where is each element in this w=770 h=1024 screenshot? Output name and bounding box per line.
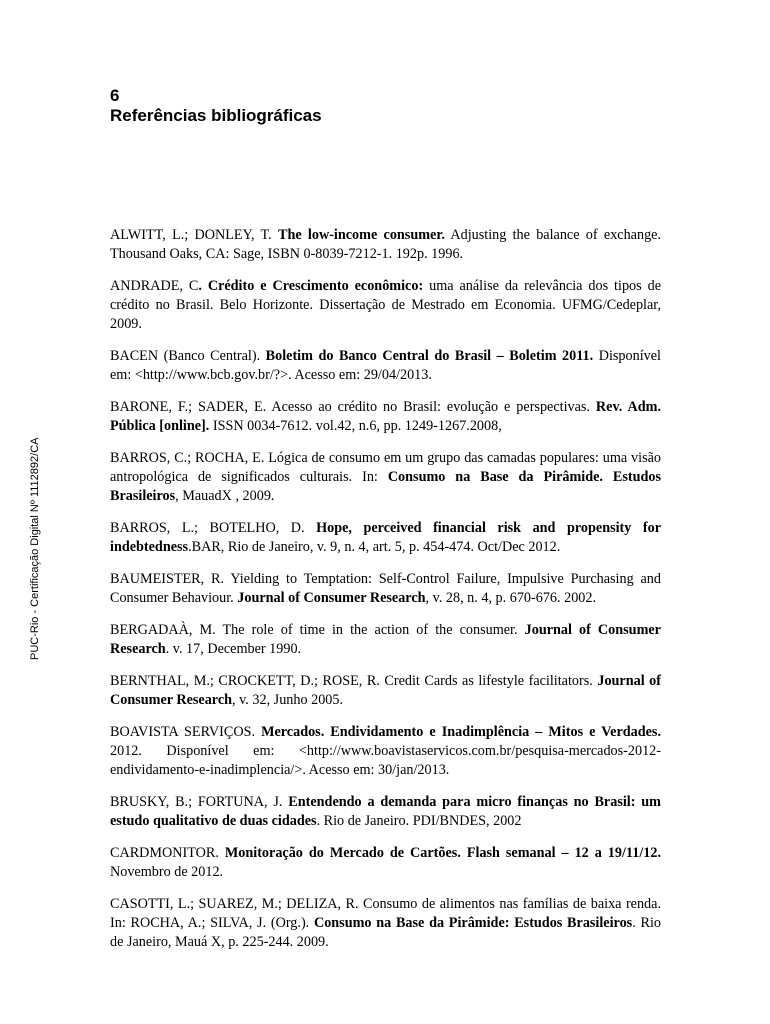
reference-entry — [110, 519, 661, 557]
reference-text: . Rio de Janeiro. PDI/BNDES, 2002 — [316, 813, 522, 829]
reference-entry — [110, 723, 661, 780]
reference-title: . Crédito e Crescimento econômico: — [198, 278, 424, 294]
reference-text: CASOTTI, L.; SUAREZ, M.; DELIZA, R. Consumo de alimentos nas famílias de baixa renda. In: ROCHA, A.; SILVA, J. (Org.). — [110, 896, 661, 931]
reference-title: Rev. Adm. Pública [online]. — [110, 399, 661, 434]
reference-title: Consumo na Base da Pirâmide. Estudos Brasileiros — [110, 469, 661, 504]
chapter-heading — [110, 86, 322, 126]
reference-text: BARROS, L.; BOTELHO, D. — [110, 520, 317, 536]
reference-title: Journal of Consumer Research — [110, 622, 661, 657]
reference-title: Consumo na Base da Pirâmide: Estudos Brasileiros — [313, 915, 633, 931]
reference-text: . v. 17, December 1990. — [165, 641, 302, 657]
reference-entry — [110, 621, 661, 659]
reference-text: .BAR, Rio de Janeiro, v. 9, n. 4, art. 5, p. 454-474. Oct/Dec 2012. — [188, 539, 561, 555]
reference-entry — [110, 844, 661, 882]
reference-text: Adjusting the balance of exchange. Thousand Oaks, CA: Sage, ISBN 0-8039-7212-1. 192p. 1996. — [110, 227, 662, 262]
reference-text: BRUSKY, B.; FORTUNA, J. — [110, 794, 289, 810]
reference-text: Novembro de 2012. — [110, 864, 224, 880]
reference-entry — [110, 226, 661, 264]
reference-text: , v. 32, Junho 2005. — [232, 692, 344, 708]
reference-title: Journal of Consumer Research — [237, 590, 426, 606]
reference-entry — [110, 449, 661, 506]
reference-text: 2012. Disponível em: <http://www.boavistaservicos.com.br/pesquisa-mercados-2012-endividamento-e-inadimplencia/>. Acesso em: 30/jan/2013. — [110, 743, 661, 778]
reference-text: CARDMONITOR. — [110, 845, 225, 861]
reference-title: Boletim do Banco Central do Brasil – Boletim 2011. — [265, 348, 594, 364]
reference-list — [110, 226, 661, 965]
reference-text: BAUMEISTER, R. Yielding to Temptation: Self-Control Failure, Impulsive Purchasing and Consumer Behaviour. — [110, 571, 661, 606]
reference-text: ANDRADE, C — [110, 278, 199, 294]
reference-text: BERNTHAL, M.; CROCKETT, D.; ROSE, R. Credit Cards as lifestyle facilitators. — [110, 673, 598, 689]
reference-title: Entendendo a demanda para micro finanças no Brasil: um estudo qualitativo de duas cidades — [110, 794, 661, 829]
reference-text: , v. 28, n. 4, p. 670-676. 2002. — [425, 590, 597, 606]
reference-text: ALWITT, L.; DONLEY, T. — [110, 227, 278, 243]
reference-entry — [110, 570, 661, 608]
chapter-number: 6 — [110, 86, 120, 105]
reference-title: Hope, perceived financial risk and propensity for indebtedness — [110, 520, 661, 555]
reference-text: BOAVISTA SERVIÇOS. — [110, 724, 262, 740]
reference-entry — [110, 398, 661, 436]
chapter-title: Referências bibliográficas — [110, 106, 322, 125]
reference-entry — [110, 793, 661, 831]
reference-title: Journal of Consumer Research — [110, 673, 661, 708]
reference-entry — [110, 672, 661, 710]
reference-text: BERGADAÀ, M. The role of time in the action of the consumer. — [110, 622, 525, 638]
reference-title: Monitoração do Mercado de Cartões. Flash semanal – 12 a 19/11/12. — [224, 845, 661, 861]
certification-stamp: PUC-Rio - Certificação Digital Nº 1112892/CA — [29, 437, 41, 660]
reference-text: BARONE, F.; SADER, E. Acesso ao crédito no Brasil: evolução e perspectivas. — [110, 399, 596, 415]
reference-title: Mercados. Endividamento e Inadimplência – Mitos e Verdades. — [261, 724, 661, 740]
reference-title: The low-income consumer. — [277, 227, 445, 243]
reference-text: ISSN 0034-7612. vol.42, n.6, pp. 1249-1267.2008, — [209, 418, 502, 434]
reference-text: , MauadX , 2009. — [175, 488, 275, 504]
reference-text: uma análise da relevância dos tipos de crédito no Brasil. Belo Horizonte. Dissertação de Mestrado em Economia. UFMG/Cedeplar, 2009. — [110, 278, 661, 332]
reference-text: Disponível em: <http://www.bcb.gov.br/?>. Acesso em: 29/04/2013. — [110, 348, 661, 383]
reference-text: . Rio de Janeiro, Mauá X, p. 225-244. 2009. — [110, 915, 662, 950]
reference-text: BARROS, C.; ROCHA, E. Lógica de consumo em um grupo das camadas populares: uma visão antropológica de significados culturais. In: — [110, 450, 661, 485]
reference-entry — [110, 347, 661, 385]
reference-entry — [110, 895, 661, 952]
reference-text: BACEN (Banco Central). — [110, 348, 266, 364]
reference-entry — [110, 277, 661, 334]
